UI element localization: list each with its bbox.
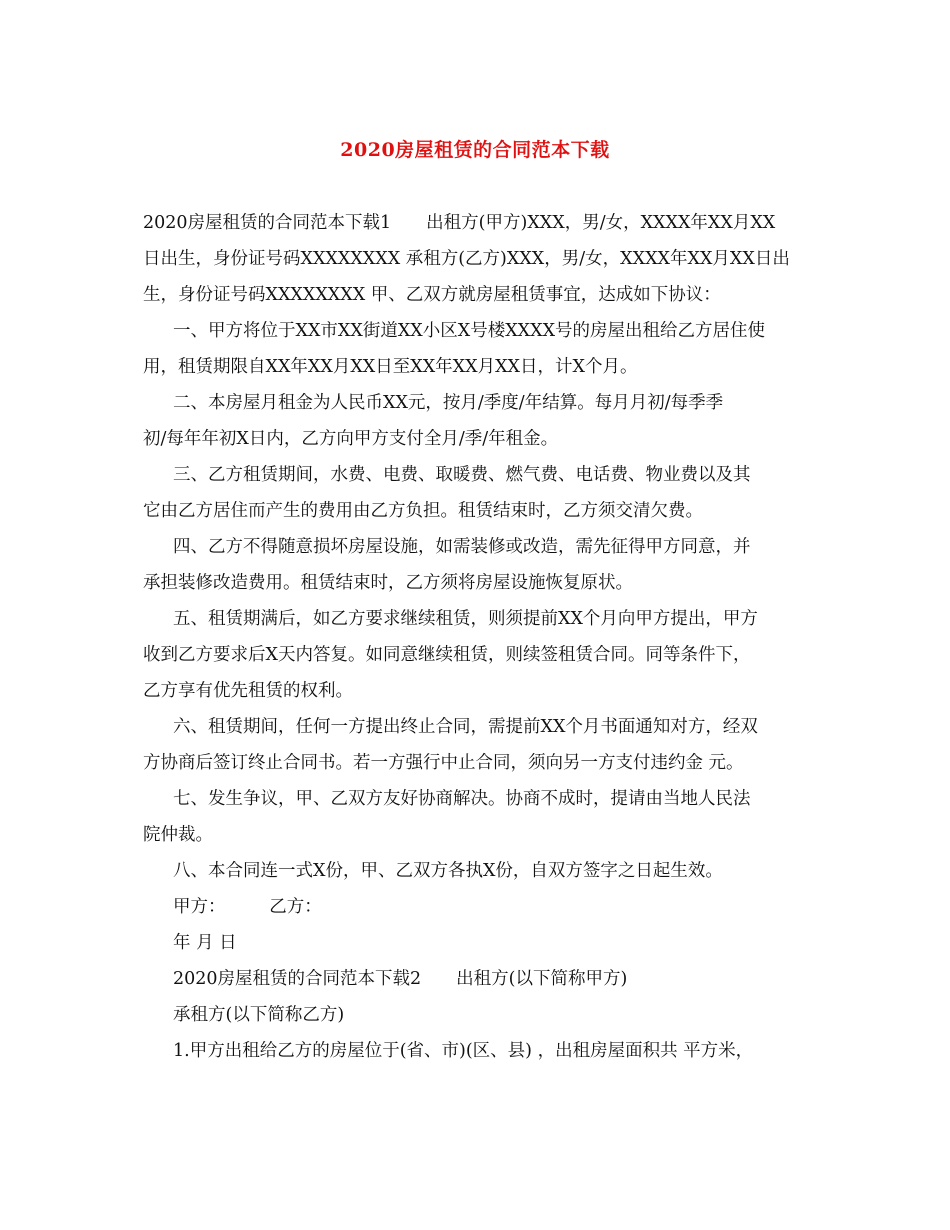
- text-line: 四、乙方不得随意损坏房屋设施，如需装修或改造，需先征得甲方同意，并: [173, 537, 751, 557]
- text-line: 二、本房屋月租金为人民币XX元，按月/季度/年结算。每月月初/每季季: [173, 393, 724, 413]
- text-line: 甲方： 乙方：: [173, 897, 322, 917]
- contract-2-clause-1: [143, 1033, 808, 1069]
- text-line: 生，身份证号码XXXXXXXX 甲、乙双方就房屋租赁事宜，达成如下协议：: [143, 285, 721, 305]
- clause-4: [143, 529, 808, 601]
- text-line: 它由乙方居住而产生的费用由乙方负担。租赁结束时，乙方须交清欠费。: [143, 501, 703, 521]
- text-line: 承担装修改造费用。租赁结束时，乙方须将房屋设施恢复原状。: [143, 573, 633, 593]
- text-line: 八、本合同连一式X份，甲、乙双方各执X份，自双方签字之日起生效。: [173, 861, 723, 881]
- text-line: 七、发生争议，甲、乙双方友好协商解决。协商不成时，提请由当地人民法: [173, 789, 751, 809]
- document-title: 2020房屋租赁的合同范本下载: [340, 139, 610, 161]
- signature-parties: [143, 889, 808, 925]
- clause-1: [143, 313, 808, 385]
- text-line: 用，租赁期限自XX年XX月XX日至XX年XX月XX日，计X个月。: [143, 357, 638, 377]
- clause-5: [143, 601, 808, 709]
- text-line: 年 月 日: [173, 933, 237, 953]
- text-line: 一、甲方将位于XX市XX街道XX小区X号楼XXXX号的房屋出租给乙方居住使: [173, 321, 766, 341]
- text-line: 承租方(以下简称乙方): [173, 1005, 345, 1025]
- text-line: 乙方享有优先租赁的权利。: [143, 681, 353, 701]
- text-line: 日出生，身份证号码XXXXXXXX 承租方(乙方)XXX，男/女，XXXX年XX月XX日出: [143, 249, 790, 269]
- text-line: 方协商后签订终止合同书。若一方强行中止合同，须向另一方支付违约金 元。: [143, 753, 744, 773]
- clause-8: [143, 853, 808, 889]
- text-line: 院仲裁。: [143, 825, 213, 845]
- text-line: 五、租赁期满后，如乙方要求继续租赁，则须提前XX个月向甲方提出，甲方: [173, 609, 758, 629]
- document-body: [143, 205, 808, 1069]
- text-line: 初/每年年初X日内，乙方向甲方支付全月/季/年租金。: [143, 429, 559, 449]
- clause-3: [143, 457, 808, 529]
- clause-2: [143, 385, 808, 457]
- text-line: 收到乙方要求后X天内答复。如同意继续租赁，则续签租赁合同。同等条件下，: [143, 645, 751, 665]
- contract-2-heading: [143, 961, 808, 997]
- paragraph-intro: [143, 205, 808, 313]
- clause-6: [143, 709, 808, 781]
- contract-2-lessee: [143, 997, 808, 1033]
- text-line: 2020房屋租赁的合同范本下载1 出租方(甲方)XXX，男/女，XXXX年XX月XX: [143, 213, 776, 233]
- clause-7: [143, 781, 808, 853]
- text-line: 2020房屋租赁的合同范本下载2 出租方(以下简称甲方): [173, 969, 628, 989]
- text-line: 六、租赁期间，任何一方提出终止合同，需提前XX个月书面通知对方，经双: [173, 717, 758, 737]
- text-line: 三、乙方租赁期间，水费、电费、取暖费、燃气费、电话费、物业费以及其: [173, 465, 751, 485]
- signature-date: [143, 925, 808, 961]
- text-line: 1.甲方出租给乙方的房屋位于(省、市)(区、县) ，出租房屋面积共 平方米，: [173, 1041, 754, 1061]
